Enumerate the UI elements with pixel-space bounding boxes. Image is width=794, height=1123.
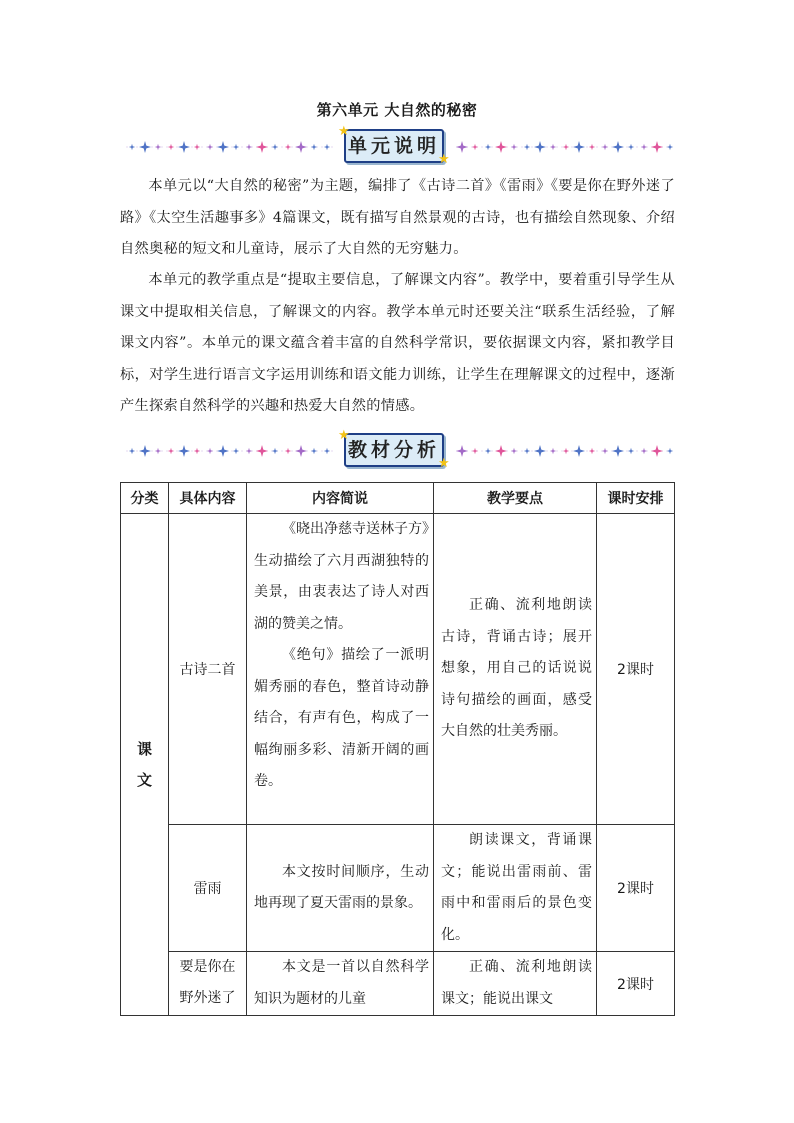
header-category: 分类 [121,483,169,514]
category-cell [121,514,169,1016]
sparkle-star-icon [612,141,624,153]
sparkle-star-icon [456,141,468,153]
header-teaching-points: 教学要点 [434,483,597,514]
sparkle-star-icon [612,445,624,457]
sparkle-star-icon [285,144,291,150]
class-hours-cell: 2课时 [597,952,675,1016]
sparkle-star-icon [602,448,608,454]
category-char: 课 [136,739,152,758]
sparkle-star-icon [207,144,213,150]
table-row [121,952,675,1016]
star-icon: ★ [338,428,350,443]
content-line: 野外迷了 [179,990,236,1006]
sparkle-star-icon [550,144,556,150]
sparkle-star-icon [285,448,291,454]
sparkle-star-icon [194,448,200,454]
unit-intro-paragraph-2: 本单元的教学重点是“提取主要信息，了解课文内容”。教学中，要着重引导学生从课文中提取相关信息，了解课文的内容。教学本单元时还要关注“联系生活经验，了解课文内容”。本单元的课文蕴含着丰富的自然科学常识，要依据课文内容，紧扣教学目标，对学生进行语言文字运用训练和语文能力训练，让学生在理解课文的过程中，逐渐产生探索自然科学的兴趣和热爱大自然的情感。 [120,272,675,414]
header-description: 内容简说 [247,483,434,514]
sparkle-star-icon [311,144,317,150]
description-paragraph: 《绝句》描绘了一派明媚秀丽的春色，整首诗动静结合，有声有色，构成了一幅绚丽多彩、清新开阔的画卷。 [254,647,429,789]
sparkle-star-icon [129,144,135,150]
sparkle-star-icon [168,448,174,454]
sparkle-star-icon [602,144,608,150]
sparkle-star-icon [651,141,663,153]
sparkle-star-icon [563,448,569,454]
sparkle-star-icon [524,448,530,454]
category-char: 文 [136,770,152,789]
description-cell [247,825,434,952]
sparkle-star-icon [563,144,569,150]
sparkle-star-icon [207,448,213,454]
sparkle-star-icon [129,448,135,454]
teaching-points-cell [434,952,597,1016]
description-paragraph: 本文是一首以自然科学知识为题材的儿童 [254,959,429,1007]
sparkle-star-icon [456,445,468,457]
sparkle-star-icon [485,144,491,150]
sparkle-star-icon [550,448,556,454]
unit-intro-paragraph-1: 本单元以“大自然的秘密”为主题，编排了《古诗二首》《雷雨》《要是你在野外迷了路》《太空生活趣事多》4篇课文，既有描写自然景观的古诗，也有描绘自然现象、介绍自然奥秘的短文和儿童诗，展示了大自然的无穷魅力。 [120,178,675,257]
sparkle-star-icon [139,141,151,153]
teaching-points-text: 正确、流利地朗读课文；能说出课文 [441,959,592,1007]
sparkle-star-icon [295,445,307,457]
content-cell [169,952,247,1016]
textbook-analysis-banner [120,428,675,472]
sparkle-star-icon [155,448,161,454]
sparkle-star-icon [155,144,161,150]
sparkle-star-icon [534,445,546,457]
sparkle-star-icon [178,141,190,153]
textbook-analysis-badge [344,433,444,467]
sparkle-star-icon [472,144,478,150]
sparkle-star-icon [324,448,330,454]
content-line: 要是你在 [179,959,236,975]
sparkle-star-icon [324,144,330,150]
sparkle-star-icon [641,144,647,150]
table-row [121,514,675,825]
star-icon: ★ [338,124,350,139]
sparkle-star-icon [573,141,585,153]
sparkle-star-icon [272,144,278,150]
unit-intro-badge [344,129,444,163]
sparkle-star-icon [233,144,239,150]
textbook-analysis-label: 教材分析 [347,439,440,461]
sparkle-star-icon [472,448,478,454]
sparkle-star-icon [246,448,252,454]
sparkle-star-icon [524,144,530,150]
content-cell: 雷雨 [169,825,247,952]
sparkle-star-icon [168,144,174,150]
teaching-points-cell [434,514,597,825]
description-cell [247,952,434,1016]
sparkle-star-icon [246,144,252,150]
sparkle-star-icon [651,445,663,457]
star-icon: ★ [438,152,450,167]
sparkle-star-icon [272,448,278,454]
sparkle-star-icon [485,448,491,454]
header-content: 具体内容 [169,483,247,514]
header-class-hours: 课时安排 [597,483,675,514]
sparkle-star-icon [217,141,229,153]
sparkle-star-icon [534,141,546,153]
sparkle-star-icon [628,144,634,150]
teaching-points-cell [434,825,597,952]
sparkle-star-icon [511,144,517,150]
description-paragraph: 本文按时间顺序，生动地再现了夏天雷雨的景象。 [254,863,429,911]
class-hours-cell: 2课时 [597,514,675,825]
textbook-analysis-table [120,482,675,1016]
sparkle-star-icon [178,445,190,457]
sparkle-star-icon [495,445,507,457]
sparkle-star-icon [256,445,268,457]
sparkle-star-icon [311,448,317,454]
sparkle-star-icon [573,445,585,457]
sparkle-star-icon [667,448,673,454]
unit-intro-banner [120,124,675,168]
sparkle-star-icon [495,141,507,153]
sparkle-star-icon [511,448,517,454]
sparkle-star-icon [589,448,595,454]
content-cell: 古诗二首 [169,514,247,825]
sparkle-star-icon [295,141,307,153]
star-icon: ★ [438,456,450,471]
table-row [121,825,675,952]
sparkle-star-icon [256,141,268,153]
teaching-points-text: 正确、流利地朗读古诗，背诵古诗；展开想象，用自己的话说说诗句描绘的画面，感受大自然的壮美秀丽。 [441,597,592,740]
table-header-row [121,483,675,514]
sparkle-star-icon [217,445,229,457]
sparkle-star-icon [667,144,673,150]
page-title: 第六单元 大自然的秘密 [316,101,478,119]
description-paragraph: 《晓出净慈寺送林子方》生动描绘了六月西湖独特的美景，由衷表达了诗人对西湖的赞美之情。 [254,521,429,632]
description-cell [247,514,434,825]
sparkle-star-icon [641,448,647,454]
sparkle-star-icon [628,448,634,454]
class-hours-cell: 2课时 [597,825,675,952]
unit-intro-label: 单元说明 [347,135,440,157]
sparkle-star-icon [589,144,595,150]
sparkle-star-icon [194,144,200,150]
sparkle-star-icon [233,448,239,454]
sparkle-star-icon [139,445,151,457]
teaching-points-text: 朗读课文，背诵课文；能说出雷雨前、雷雨中和雷雨后的景色变化。 [441,832,592,943]
